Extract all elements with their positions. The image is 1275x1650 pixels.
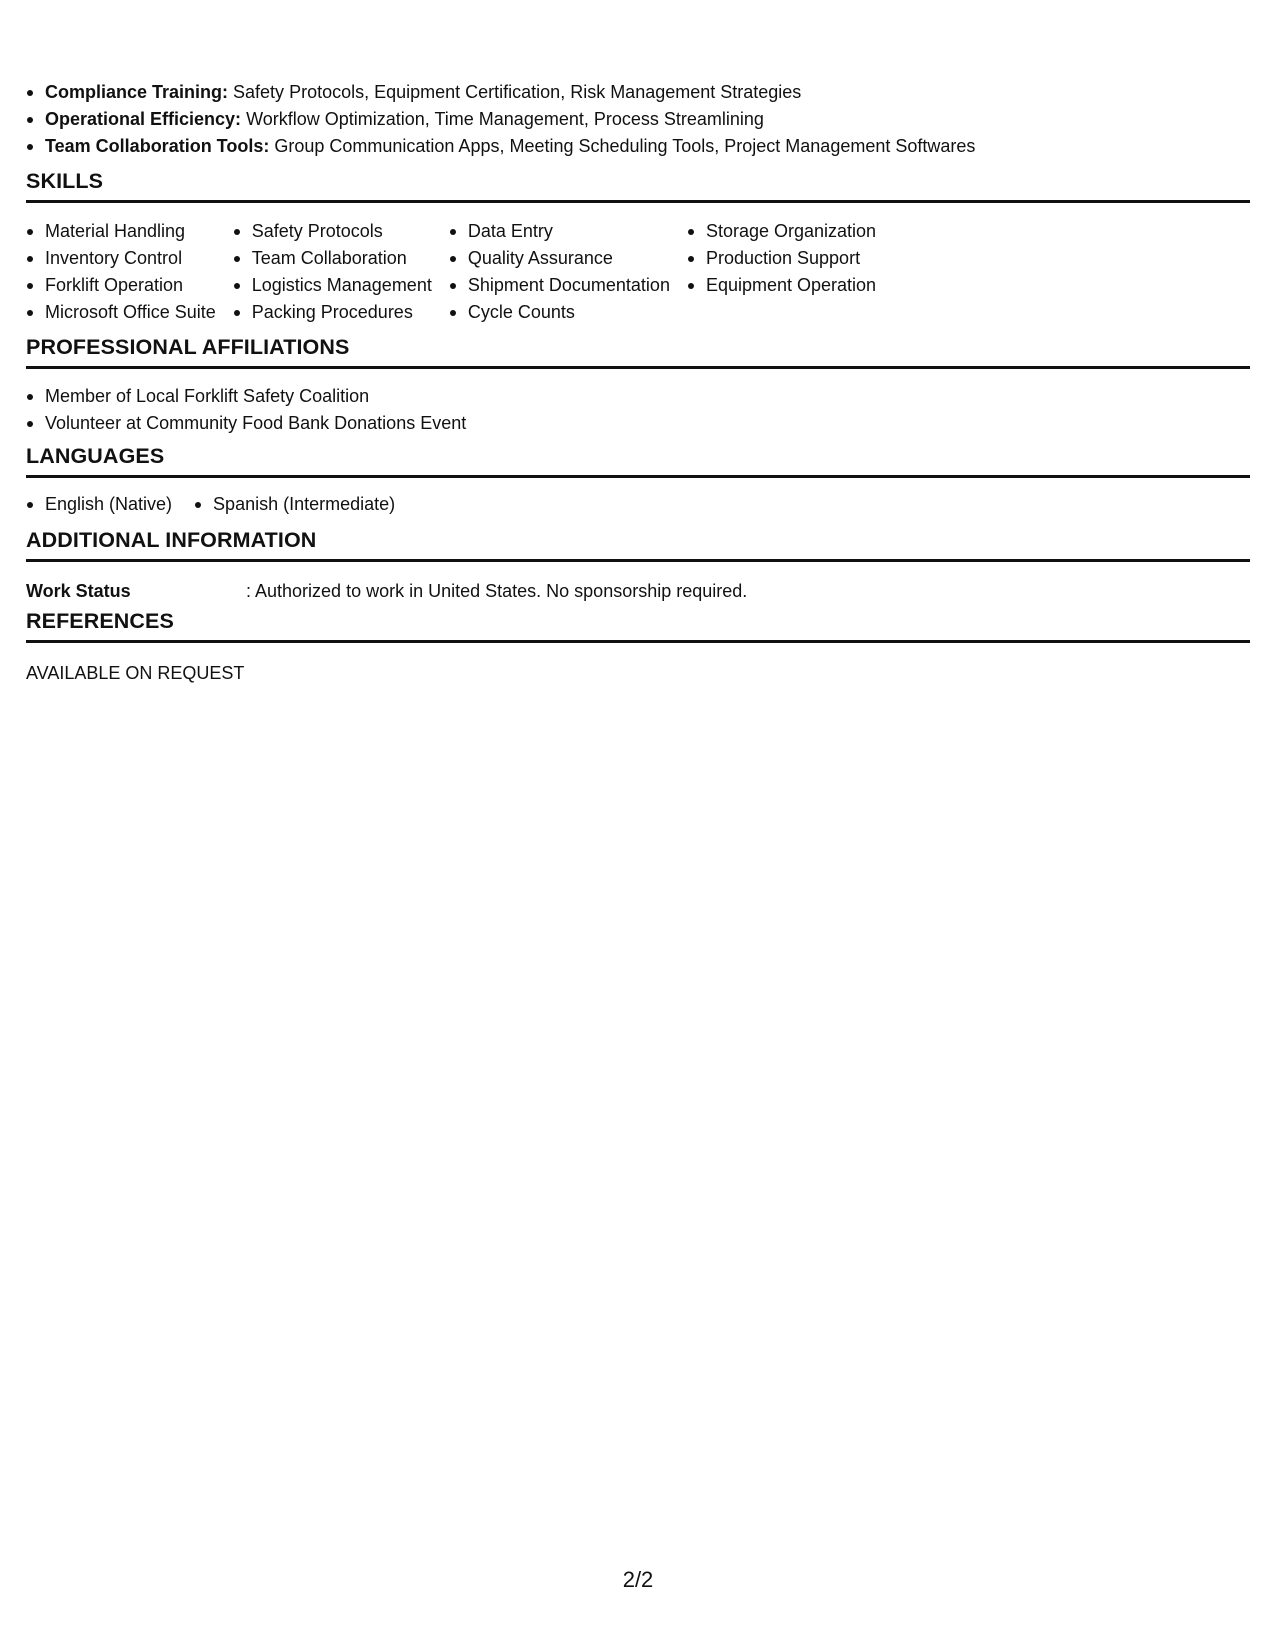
skill-item: Production Support [687, 245, 876, 272]
training-text: Safety Protocols, Equipment Certification, Risk Management Strategies [228, 82, 802, 102]
training-text: Group Communication Apps, Meeting Scheduling Tools, Project Management Softwares [269, 136, 976, 156]
skill-item: Team Collaboration [233, 245, 432, 272]
skills-column [233, 218, 432, 326]
skills-column [449, 218, 670, 326]
skill-item: Quality Assurance [449, 245, 670, 272]
training-text: Workflow Optimization, Time Management, Process Streamlining [241, 109, 764, 129]
skill-item: Material Handling [26, 218, 216, 245]
affiliation-item: Member of Local Forklift Safety Coalition [26, 383, 466, 410]
training-list [26, 79, 975, 160]
training-item [26, 133, 975, 160]
skill-item: Logistics Management [233, 272, 432, 299]
skill-item: Inventory Control [26, 245, 216, 272]
affiliations-list [26, 383, 466, 437]
skill-item: Equipment Operation [687, 272, 876, 299]
skill-item: Storage Organization [687, 218, 876, 245]
training-item [26, 106, 975, 133]
languages-heading: LANGUAGES [26, 443, 1250, 478]
skill-item: Forklift Operation [26, 272, 216, 299]
work-status-row [26, 578, 747, 604]
skill-item: Shipment Documentation [449, 272, 670, 299]
skills-column [687, 218, 876, 326]
skill-item: Data Entry [449, 218, 670, 245]
references-heading: REFERENCES [26, 608, 1250, 643]
skills-heading: SKILLS [26, 168, 1250, 203]
training-label: Compliance Training: [45, 82, 229, 102]
skill-item: Packing Procedures [233, 299, 432, 326]
training-label: Operational Efficiency: [45, 109, 242, 129]
work-status-value: : Authorized to work in United States. No sponsorship required. [246, 581, 748, 601]
languages-list [26, 491, 417, 518]
affiliations-heading: PROFESSIONAL AFFILIATIONS [26, 334, 1250, 369]
skills-column [26, 218, 216, 326]
references-text: AVAILABLE ON REQUEST [26, 663, 245, 683]
language-item: English (Native) [26, 491, 172, 518]
additional-info-heading: ADDITIONAL INFORMATION [26, 527, 1250, 562]
work-status-label: Work Status [26, 581, 131, 601]
skill-item: Microsoft Office Suite [26, 299, 216, 326]
language-item: Spanish (Intermediate) [194, 491, 395, 518]
training-label: Team Collaboration Tools: [45, 136, 270, 156]
skill-item: Safety Protocols [233, 218, 432, 245]
skills-grid [26, 218, 893, 326]
skill-item: Cycle Counts [449, 299, 670, 326]
affiliation-item: Volunteer at Community Food Bank Donations Event [26, 410, 466, 437]
training-item [26, 79, 975, 106]
page-number: 2/2 [622, 1567, 654, 1592]
